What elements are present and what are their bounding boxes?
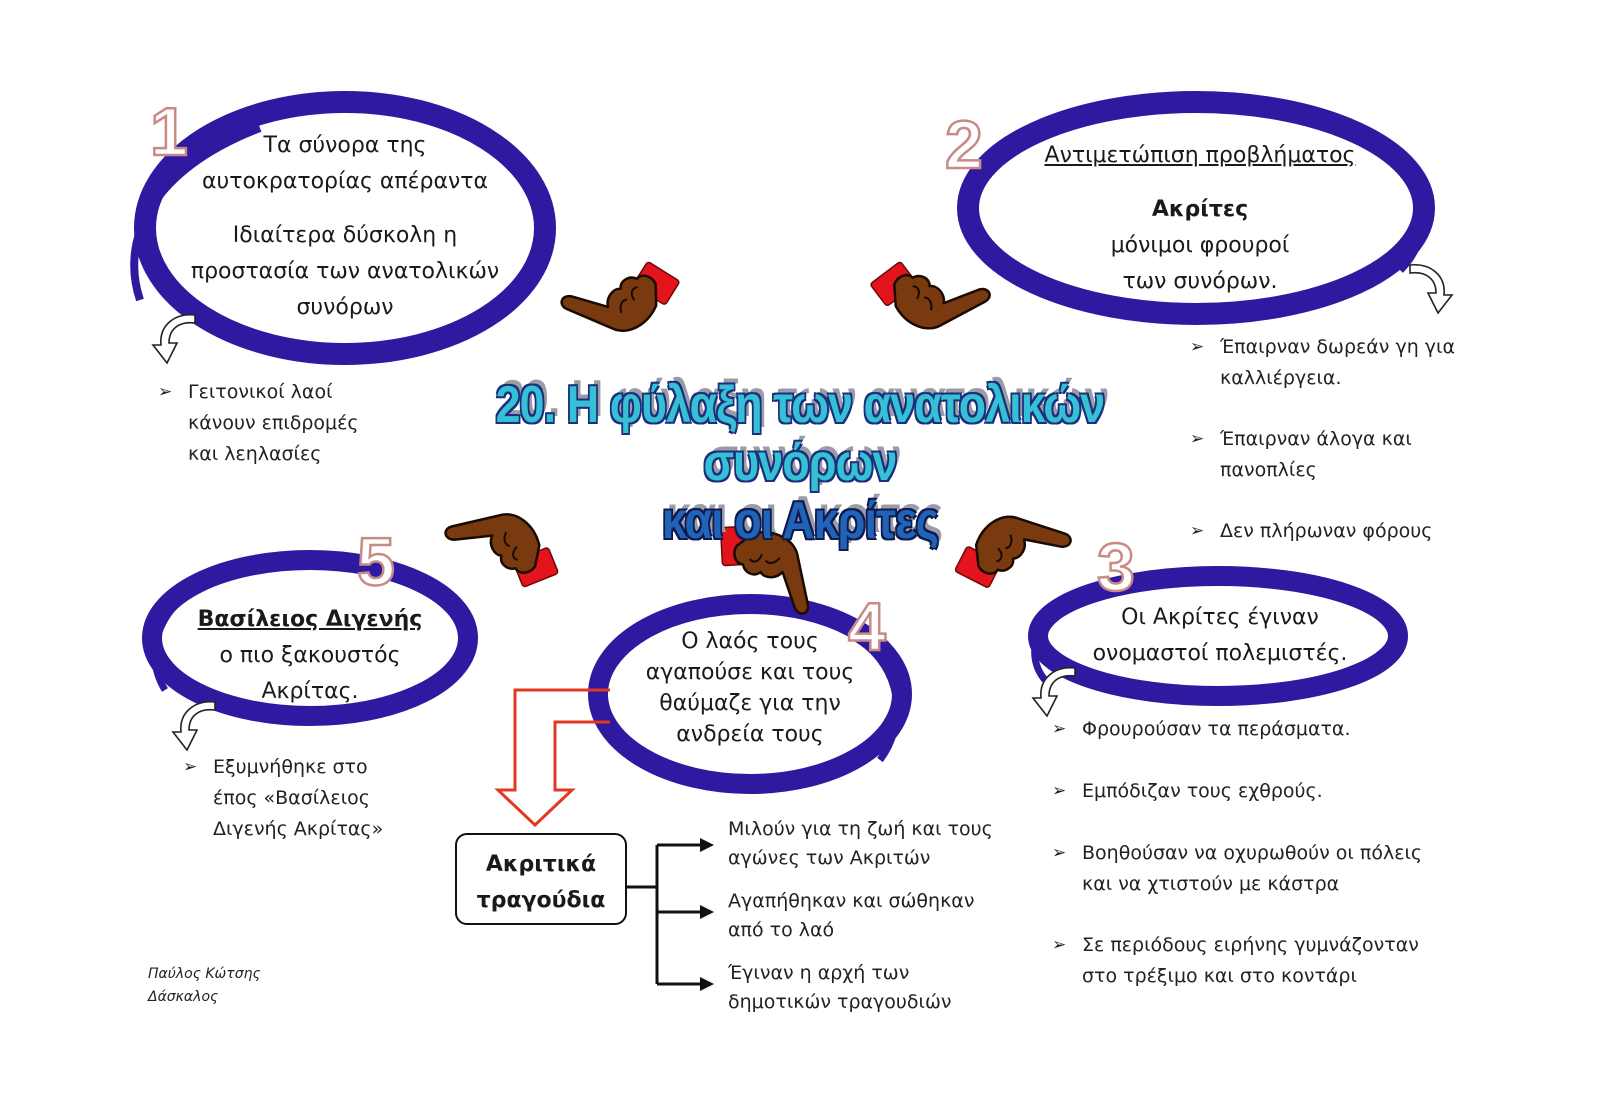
bullets-1	[158, 377, 388, 470]
bubble-3-text: Οι Ακρίτες έγιναν ονομαστοί πολεμιστές.	[1092, 605, 1348, 666]
list-item: Μιλούν για τη ζωή και τους αγώνες των Ακριτών	[728, 818, 993, 869]
title-line-2: και οι Ακρίτες	[661, 492, 939, 550]
list-item: Αγαπήθηκαν και σώθηκαν από το λαό	[728, 890, 975, 941]
bullet-arrow-icon: ➢	[1190, 429, 1205, 449]
number-4: 4	[848, 589, 886, 665]
list-item: ➢ Φρουρούσαν τα περάσματα.	[1052, 714, 1442, 745]
curved-arrow-icon	[153, 315, 195, 363]
bubble-2	[1010, 138, 1390, 300]
bubble-5-bold: Βασίλειος Διγενής	[197, 607, 423, 632]
list-item: ➢ Δεν πλήρωναν φόρους	[1190, 516, 1470, 547]
bubble-3	[1090, 600, 1350, 672]
bullet-arrow-icon: ➢	[158, 382, 173, 402]
bullets-5	[183, 752, 403, 845]
list-item: ➢ Σε περιόδους ειρήνης γυμνάζονταν στο τρέξιμο και στο κοντάρι	[1052, 930, 1442, 992]
list-item: Έγιναν η αρχή των δημοτικών τραγουδιών	[728, 962, 952, 1013]
author-role: Δάσκαλος	[148, 989, 219, 1005]
bubble-1	[190, 128, 500, 326]
bullet-arrow-icon: ➢	[1052, 719, 1067, 739]
list-item: ➢ Εμπόδιζαν τους εχθρούς.	[1052, 776, 1442, 807]
list-item: ➢ Έπαιρναν άλογα και πανοπλίες	[1190, 424, 1470, 486]
curved-arrow-icon	[1410, 265, 1452, 313]
author	[148, 963, 348, 1009]
bullet-arrow-icon: ➢	[1052, 935, 1067, 955]
list-item: ➢ Έπαιρναν δωρεάν γη για καλλιέργεια.	[1190, 332, 1470, 394]
title-line-1: 20. Η φύλαξη των ανατολικών συνόρων	[495, 376, 1105, 492]
author-name: Παύλος Κώτσης	[148, 966, 261, 982]
bullet-arrow-icon: ➢	[1190, 337, 1205, 357]
bubble-5	[195, 602, 425, 710]
songs-list	[728, 815, 998, 1017]
bullet-arrow-icon: ➢	[1052, 781, 1067, 801]
bubble-2-text: μόνιμοι φρουροί των συνόρων.	[1110, 233, 1290, 294]
bubble-4	[630, 626, 870, 750]
bullets-2	[1190, 332, 1470, 547]
pointing-hand-icon	[559, 231, 683, 356]
songs-bracket	[627, 838, 714, 991]
bullets-3	[1052, 714, 1442, 992]
bubble-1-text-1: Τα σύνορα της αυτοκρατορίας απέραντα	[201, 133, 489, 194]
bullet-arrow-icon: ➢	[183, 757, 198, 777]
songs-box: Ακριτικά τραγούδια	[455, 833, 627, 925]
number-2: 2	[945, 107, 983, 183]
bubble-2-heading: Αντιμετώπιση προβλήματος	[1044, 143, 1356, 168]
number-1: 1	[150, 94, 188, 170]
number-3: 3	[1097, 529, 1135, 605]
bullet-arrow-icon: ➢	[1190, 521, 1205, 541]
bubble-1-text-2: Ιδιαίτερα δύσκολη η προστασία των ανατολικών συνόρων	[190, 223, 500, 320]
bubble-4-text: Ο λαός τους αγαπούσε και τους θαύμαζε για την ανδρεία τους	[645, 629, 855, 747]
bullet-arrow-icon: ➢	[1052, 843, 1067, 863]
list-item: ➢ Βοηθούσαν να οχυρωθούν οι πόλεις και να χτιστούν με κάστρα	[1052, 838, 1442, 900]
list-item: ➢ Γειτονικοί λαοί κάνουν επιδρομές και λεηλασίες	[158, 377, 388, 470]
bubble-2-bold: Ακρίτες	[1151, 197, 1249, 222]
bubble-5-text: ο πιο ξακουστός Ακρίτας.	[219, 643, 401, 704]
page-title	[456, 376, 1144, 550]
list-item: ➢ Εξυμνήθηκε στο έπος «Βασίλειος Διγενής Ακρίτας»	[183, 752, 403, 845]
number-5: 5	[357, 524, 395, 600]
